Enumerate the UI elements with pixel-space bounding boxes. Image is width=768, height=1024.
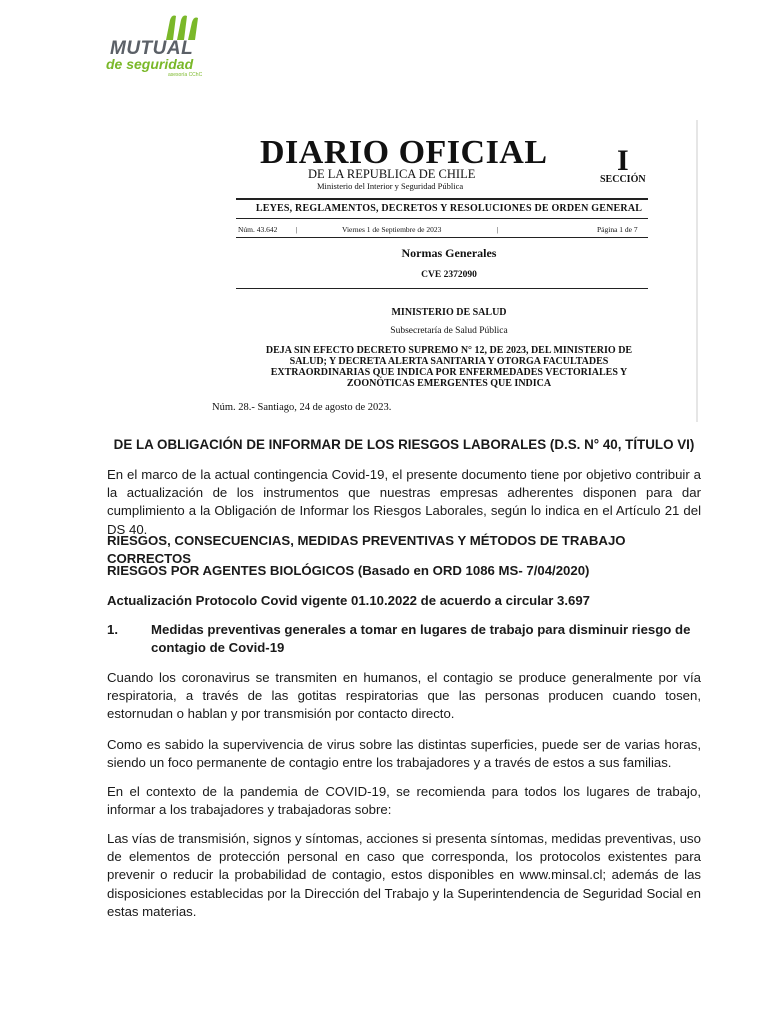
- paragraph: Cuando los coronavirus se transmiten en humanos, el contagio se produce generalmente por vía respiratoria, a través de las gotitas respiratorias que las personas producen cuando tosen, estornudan o hablan y por transmisión por contacto directo.: [107, 670, 701, 722]
- logo-leaf-icon: [162, 14, 210, 40]
- meta-separator: |: [296, 225, 298, 234]
- logo-wordmark: MUTUAL: [110, 38, 194, 59]
- clipping-leyes: LEYES, REGLAMENTOS, DECRETOS Y RESOLUCIONES DE ORDEN GENERAL: [255, 203, 643, 214]
- subsecretaria: Subsecretaría de Salud Pública: [390, 326, 508, 336]
- item-text: Medidas preventivas generales a tomar en lugares de trabajo para disminuir riesgo de contagio de Covid-19: [151, 622, 691, 656]
- intro-paragraph: En el marco de la actual contingencia Covid-19, el presente documento tiene por objetivo contribuir a la actualización de los instrumentos que nuestras empresas adherentes disponen para dar cumplimiento a la Obligación de Informar los Riesgos Laborales, según lo indica en el Artículo 21 del DS 40.: [107, 467, 701, 537]
- paragraph: Como es sabido la supervivencia de virus sobre las distintas superficies, puede ser de varias horas, siendo un foco permanente de contagio entre los trabajadores y a través de estos a sus familias.: [107, 737, 701, 771]
- logo-subtagline: asesoría CChC: [168, 72, 203, 78]
- clipping-ministry: Ministerio del Interior y Seguridad Pública: [317, 181, 464, 191]
- paragraph: En el contexto de la pandemia de COVID-19, se recomienda para todos los lugares de trabajo, informar a los trabajadores y trabajadoras sobre:: [107, 784, 701, 818]
- diario-oficial-clipping: [200, 120, 698, 422]
- section-subheading: Actualización Protocolo Covid vigente 01.10.2022 de acuerdo a circular 3.697: [107, 593, 590, 608]
- edition-number: Núm. 43.642: [238, 225, 278, 234]
- section-subheading: RIESGOS, CONSECUENCIAS, MEDIDAS PREVENTIVAS Y MÉTODOS DE TRABAJO CORRECTOS: [107, 533, 626, 567]
- clipping-rule: [236, 218, 648, 219]
- decree-title-line: DEJA SIN EFECTO DECRETO SUPREMO N° 12, DE 2023, DEL MINISTERIO DE: [265, 345, 633, 356]
- main-heading: DE LA OBLIGACIÓN DE INFORMAR DE LOS RIESGOS LABORALES (D.S. N° 40, TÍTULO VI): [113, 437, 695, 452]
- decree-number: Núm. 28.- Santiago, 24 de agosto de 2023.: [212, 402, 392, 413]
- meta-separator: |: [497, 225, 499, 234]
- section-label: SECCIÓN: [600, 174, 646, 185]
- section-number: I: [617, 144, 629, 177]
- section-subheading: RIESGOS POR AGENTES BIOLÓGICOS (Basado en ORD 1086 MS- 7/04/2020): [107, 563, 590, 578]
- decree-title-line: SALUD; Y DECRETA ALERTA SANITARIA Y OTORGA FACULTADES: [289, 356, 609, 367]
- decree-title-line: ZOONÓTICAS EMERGENTES QUE INDICA: [346, 378, 552, 389]
- mutual-logo: [104, 14, 216, 82]
- decree-title: [200, 345, 698, 389]
- page-indicator: Página 1 de 7: [597, 225, 638, 234]
- cve-code: CVE 2372090: [421, 270, 477, 280]
- logo-tagline: de seguridad: [106, 56, 194, 72]
- clipping-rule: [236, 288, 648, 289]
- edition-date: Viernes 1 de Septiembre de 2023: [342, 225, 442, 234]
- clipping-rule: [236, 237, 648, 238]
- normas-heading: Normas Generales: [401, 246, 497, 260]
- decree-title-line: EXTRAORDINARIAS QUE INDICA POR ENFERMEDADES VECTORIALES Y: [270, 367, 628, 378]
- paragraph: Las vías de transmisión, signos y síntomas, acciones si presenta síntomas, medidas preventivas, uso de elementos de protección personal en caso que corresponda, los protocolos existentes para prevenir o reducir la probabilidad de contagio, estos disponibles en www.minsal.cl; además de las disposiciones establecidas por la Dirección del Trabajo y la Superintendencia de Seguridad Social en estas materias.: [107, 831, 701, 919]
- clipping-subtitle: DE LA REPUBLICA DE CHILE: [308, 167, 476, 181]
- clipping-rule: [236, 198, 648, 200]
- item-number: 1.: [107, 622, 118, 637]
- clipping-title: DIARIO OFICIAL: [260, 134, 548, 171]
- ministry-heading: MINISTERIO DE SALUD: [391, 307, 507, 318]
